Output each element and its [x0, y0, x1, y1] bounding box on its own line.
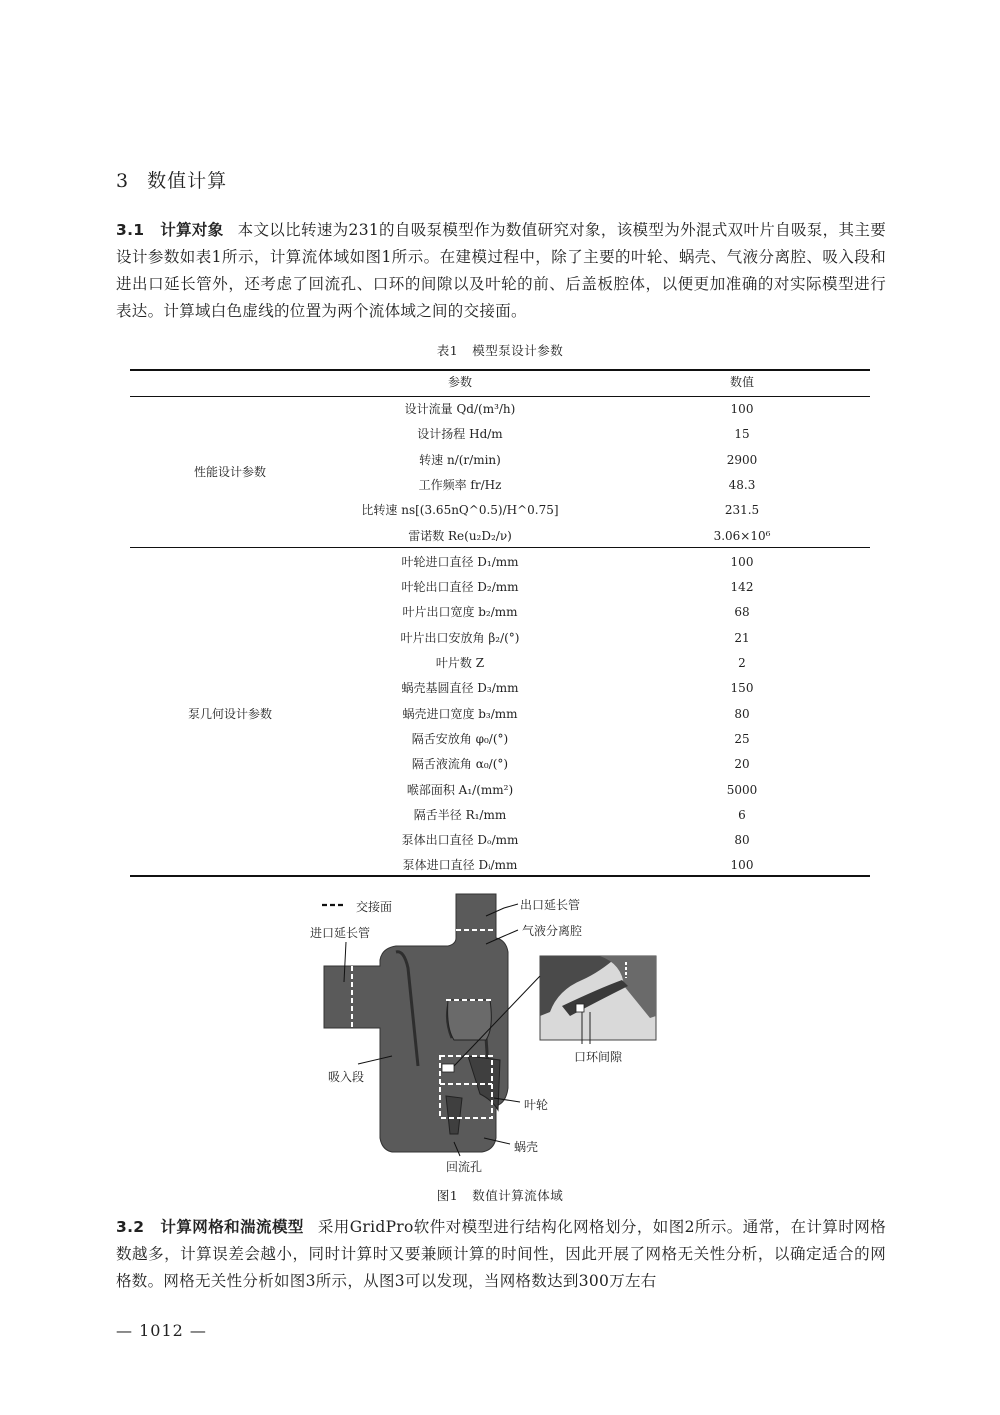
fig-label-volute: 蜗壳 [514, 1140, 539, 1154]
table-cell-value: 231.5 [724, 503, 760, 518]
table-bottom-rule [130, 875, 870, 877]
table-cell-value: 100 [730, 554, 754, 569]
table-cell-value: 15 [734, 427, 750, 442]
table-cell-param: 转速 n/(r/min) [419, 452, 501, 467]
header-value: 数值 [729, 375, 754, 389]
table-cell-value: 25 [734, 731, 750, 746]
table-cell-param: 隔舌液流角 α₀/(°) [411, 757, 509, 772]
table-cell-value: 2900 [726, 452, 758, 467]
table-cell-param: 设计扬程 Hd/m [417, 427, 503, 442]
subsection-heading-3-2: 3.2 计算网格和湍流模型 [116, 1218, 304, 1236]
table-cell-param: 蜗壳基圆直径 D₃/mm [401, 681, 519, 696]
table-cell-value: 80 [734, 833, 750, 848]
table-cell-value: 5000 [726, 782, 758, 797]
table-cell-value: 150 [730, 681, 754, 696]
section-number: 3 [116, 170, 130, 192]
table-row [130, 803, 870, 828]
fig-label-separator: 气液分离腔 [522, 924, 583, 938]
table-row [130, 550, 870, 575]
fig-label-return-hole: 回流孔 [446, 1160, 483, 1174]
table-row [130, 727, 870, 752]
table-row [130, 778, 870, 803]
table-cell-value: 100 [730, 858, 754, 873]
table-row [130, 676, 870, 701]
table-cell-param: 隔舌安放角 φ₀/(°) [411, 731, 509, 746]
table-cell-param: 工作频率 fr/Hz [418, 477, 502, 492]
fig-label-impeller: 叶轮 [524, 1098, 549, 1112]
table-cell-value: 48.3 [728, 477, 756, 492]
table-row [130, 524, 870, 549]
table-row [130, 626, 870, 651]
table-caption [0, 341, 1000, 359]
section-heading [116, 166, 227, 193]
table-cell-param: 叶片数 Z [435, 656, 485, 670]
figure-caption-label: 图1 [436, 1188, 459, 1203]
fig-label-inlet-pipe: 进口延长管 [310, 926, 371, 940]
table-cell-param: 蜗壳进口宽度 b₃/mm [402, 706, 518, 721]
table-cell-value: 80 [734, 706, 750, 721]
table-cell-param: 叶片出口宽度 b₂/mm [402, 605, 518, 620]
table-row [130, 575, 870, 600]
table-row [130, 498, 870, 523]
page-number: — 1012 — [116, 1321, 207, 1340]
table-cell-value: 3.06×10⁶ [713, 528, 771, 543]
fig-label-suction: 吸入段 [328, 1070, 365, 1084]
table-group-rule [130, 547, 870, 548]
group-geometry: 泵几何设计参数 [187, 707, 272, 721]
table-cell-value: 2 [738, 656, 746, 670]
table-cell-param: 叶轮出口直径 D₂/mm [401, 580, 519, 595]
table-cell-value: 20 [734, 757, 750, 772]
fig-label-legend: 交接面 [356, 900, 393, 914]
paragraph-3-1-text: 本文以比转速为231的自吸泵模型作为数值研究对象，该模型为外混式双叶片自吸泵，其主要设计参数如表1所示，计算流体域如图1所示。在建模过程中，除了主要的叶轮、蜗壳、气液分离腔、吸入段和进出口延长管外，还考虑了回流孔、口环的间隙以及叶轮的前、后盖板腔体，以便更加准确的对实际模型进行表达。计算域白色虚线的位置为两个流体域之间的交接面。 [116, 221, 887, 320]
fig-label-outlet-pipe: 出口延长管 [520, 898, 581, 912]
group-performance: 性能设计参数 [193, 465, 266, 479]
table-caption-label: 表1 [436, 343, 459, 358]
table-header-row [130, 370, 870, 395]
table-row [130, 828, 870, 853]
table-cell-param: 雷诺数 Re(u₂D₂/ν) [408, 528, 512, 543]
table-cell-value: 142 [730, 580, 754, 595]
table-row [130, 397, 870, 422]
table-cell-value: 100 [730, 402, 754, 416]
paragraph-3-1 [116, 217, 886, 325]
fig-label-ring-gap: 口环间隙 [574, 1050, 623, 1064]
table-cell-value: 6 [738, 807, 746, 822]
table-row [130, 600, 870, 625]
figure-fluid-domain [300, 888, 660, 1178]
figure-caption [0, 1186, 1000, 1204]
table-row [130, 651, 870, 676]
table-cell-value: 68 [734, 605, 750, 620]
paragraph-3-2-text: 采用GridPro软件对模型进行结构化网格划分，如图2所示。通常，在计算时网格数越多，计算误差会越小，同时计算时又要兼顾计算的时间性，因此开展了网格无关性分析，以确定适合的网格数。网格无关性分析如图3所示，从图3可以发现，当网格数达到300万左右 [116, 1218, 887, 1290]
subsection-heading-3-1: 3.1 计算对象 [116, 221, 224, 239]
table-row [130, 422, 870, 447]
header-param: 参数 [447, 375, 472, 389]
table-row [130, 752, 870, 777]
section-title: 数值计算 [147, 170, 228, 192]
table-cell-param: 隔舌半径 R₁/mm [413, 807, 507, 822]
table-cell-param: 设计流量 Qd/(m³/h) [404, 402, 516, 416]
figure-caption-text: 数值计算流体域 [472, 1188, 564, 1203]
table-cell-param: 比转速 ns[(3.65nQ^0.5)/H^0.75] [361, 503, 559, 518]
table-caption-text: 模型泵设计参数 [472, 343, 564, 358]
table-cell-param: 喉部面积 A₁/(mm²) [406, 782, 514, 797]
table-cell-param: 泵体出口直径 Dₒ/mm [401, 833, 519, 848]
table-cell-param: 叶片出口安放角 β₂/(°) [400, 630, 520, 645]
table-cell-param: 叶轮进口直径 D₁/mm [401, 554, 519, 569]
table-cell-value: 21 [734, 630, 750, 645]
table-cell-param: 泵体进口直径 Dᵢ/mm [402, 858, 518, 873]
paragraph-3-2 [116, 1214, 886, 1295]
